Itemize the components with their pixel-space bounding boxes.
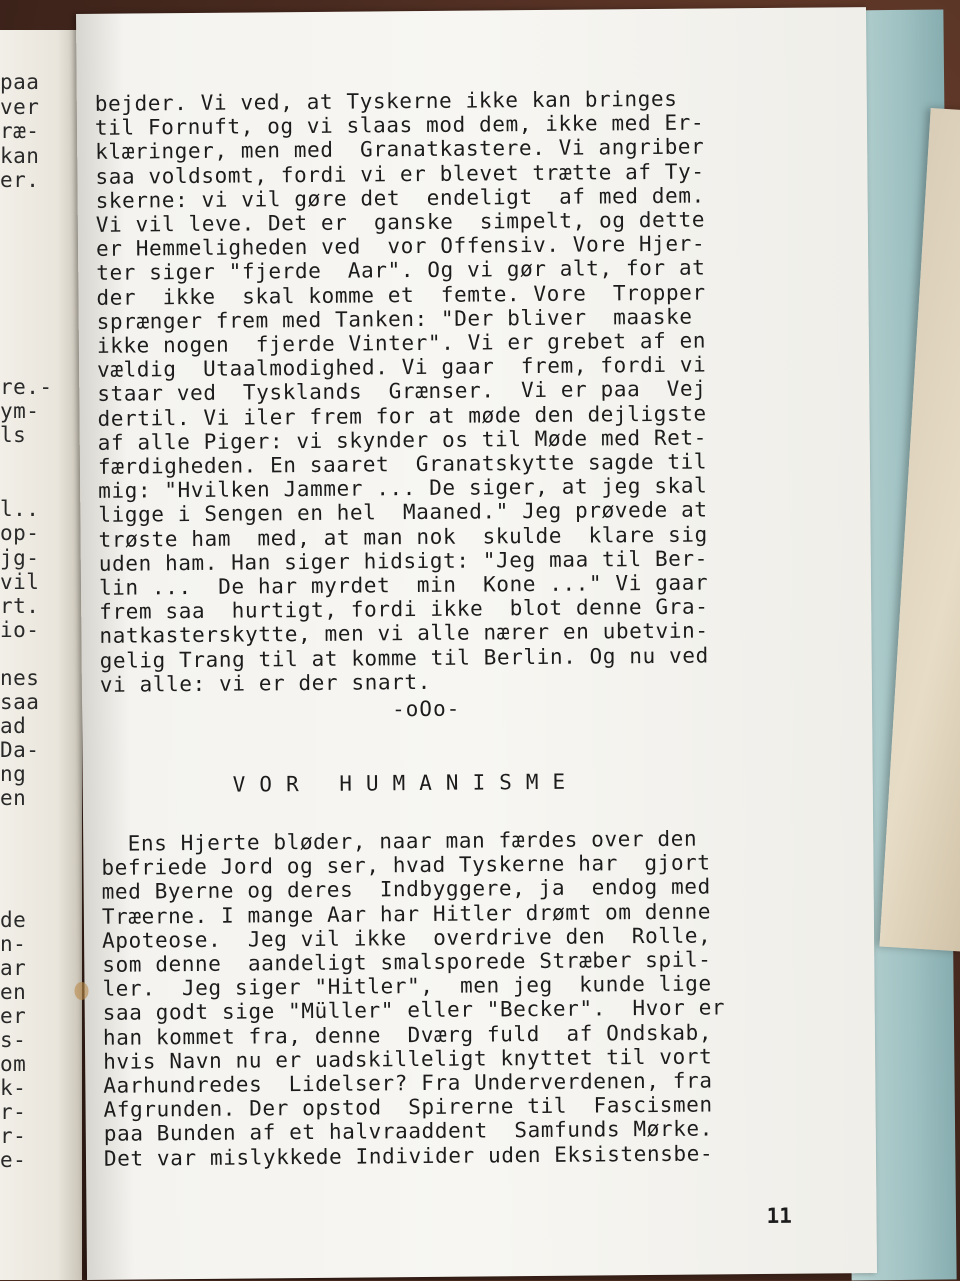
page-number: 11 <box>766 1203 792 1229</box>
text-line: mig: "Hvilken Jammer ... De siger, at jeg skal <box>98 473 708 504</box>
text-line: med Byerne og deres Indbyggere, ja endog med <box>101 874 711 905</box>
left-page-line: ls <box>0 423 27 447</box>
text-line: gelig Trang til at komme til Berlin. Og nu ved <box>99 643 709 673</box>
left-page-line: en <box>0 980 27 1004</box>
left-page-line: op- <box>0 521 40 545</box>
left-page-line: r- <box>0 1100 27 1124</box>
text-line: til Fornuft, og vi slaas mod dem, ikke med Er- <box>94 110 705 141</box>
left-page-line: paa <box>0 70 40 94</box>
left-page-line: ng <box>0 762 27 786</box>
left-page-line: ræ- <box>0 119 40 143</box>
text-line: Afgrunden. Der opstod Spirerne til Fascismen <box>103 1092 713 1123</box>
text-line: klæringer, men med Granatkastere. Vi angriber <box>95 134 705 165</box>
text-line: staar ved Tysklands Grænser. Vi er paa Vej <box>97 376 707 407</box>
text-line: lin ... De har myrdet min Kone ..." Vi gaar <box>98 570 709 600</box>
section-separator: -oOo- <box>391 696 461 722</box>
left-page-line: saa <box>0 690 40 714</box>
text-line: som denne aandeligt smalsporede Stræber spil- <box>102 947 712 977</box>
text-line: frem saa hurtigt, fordi ikke blot denne Gra- <box>99 594 709 625</box>
left-page-line: rt. <box>0 594 40 618</box>
left-page-line: Da- <box>0 738 40 762</box>
text-line: sprænger frem med Tanken: "Der bliver maaske <box>96 304 693 334</box>
left-page-line: k- <box>0 1076 27 1100</box>
left-page-line: r- <box>0 1124 27 1148</box>
text-line: Vi vil leve. Det er ganske simpelt, og dette <box>95 207 706 237</box>
left-page-line: nes <box>0 666 40 690</box>
left-page-line: er <box>0 1004 27 1028</box>
text-line: saa godt sige "Müller" eller "Becker". Hvor er <box>102 995 726 1026</box>
text-line: Ens Hjerte bløder, naar man færdes over den <box>101 826 698 856</box>
text-line: Aarhundredes Lidelser? Fra Underverdenen, fra <box>103 1068 713 1098</box>
text-line: dertil. Vi iler frem for at møde den dejligste <box>97 401 707 431</box>
left-page-line: l.. <box>0 497 40 521</box>
left-page-line: en <box>0 786 27 810</box>
text-line: der ikke skal komme et femte. Vore Tropper <box>96 280 706 310</box>
left-page-line: ar <box>0 956 27 980</box>
section-title: VOR HUMANISME <box>232 769 580 797</box>
text-line: ter siger "fjerde Aar". Og vi gør alt, for at <box>96 255 706 286</box>
left-page-line: ym- <box>0 399 40 423</box>
text-line: af alle Piger: vi skynder os til Møde med Ret- <box>97 425 708 455</box>
left-page-line: de <box>0 908 27 932</box>
left-page-line: om <box>0 1052 27 1076</box>
text-line: vældig Utaalmodighed. Vi gaar frem, fordi vi <box>97 352 707 383</box>
left-page-line: re.- <box>0 375 53 399</box>
text-line: saa voldsomt, fordi vi er blevet trætte af Ty- <box>95 159 705 189</box>
text-line: vi alle: vi er der snart. <box>99 669 432 697</box>
left-page-line: er. <box>0 168 40 192</box>
left-page-line: jg- <box>0 546 40 570</box>
text-line: Træerne. I mange Aar har Hitler drømt om denne <box>101 899 712 929</box>
left-page-fragment <box>0 30 82 1280</box>
left-page-line: kan <box>0 144 40 168</box>
text-line: bejder. Vi ved, at Tyskerne ikke kan bringes <box>94 86 678 116</box>
left-page-line: io- <box>0 618 40 642</box>
left-page-line: e- <box>0 1148 27 1172</box>
text-line: er Hemmeligheden ved vor Offensiv. Vore Hjer- <box>95 231 706 262</box>
text-line: han kommet fra, denne Dværg fuld af Ondskab, <box>102 1020 713 1050</box>
text-line: skerne: vi vil gøre det endeligt af med dem. <box>95 183 705 213</box>
left-page-line: s- <box>0 1028 27 1052</box>
left-page-line: ver <box>0 95 40 119</box>
text-line: trøste ham med, at man nok skulde klare sig <box>98 522 708 552</box>
left-page-line: n- <box>0 932 27 956</box>
left-page-line: vil <box>0 570 40 594</box>
text-line: uden ham. Han siger hidsigt: "Jeg maa til Ber- <box>98 546 709 576</box>
text-line: ligge i Sengen en hel Maaned." Jeg prøvede at <box>98 497 708 528</box>
paragraph-one <box>95 86 800 697</box>
text-line: natkasterskytte, men vi alle nærer en ubetvin- <box>99 618 709 649</box>
text-line: hvis Navn nu er uadskilleligt knyttet til vort <box>103 1044 713 1074</box>
text-line: ikke nogen fjerde Vinter". Vi er grebet af en <box>96 328 707 358</box>
paragraph-two <box>101 826 804 1171</box>
text-line: paa Bunden af et halvraaddent Samfunds Mørke. <box>103 1116 714 1147</box>
text-line: Apoteose. Jeg vil ikke overdrive den Rolle, <box>101 923 712 953</box>
text-line: færdigheden. En saaret Granatskytte sagde til <box>97 449 708 479</box>
main-page <box>76 7 877 1280</box>
text-line: Det var mislykkede Individer uden Eksistensbe- <box>103 1141 714 1171</box>
stain-mark <box>74 982 88 1000</box>
left-page-line: ad <box>0 714 27 738</box>
text-line: ler. Jeg siger "Hitler", men jeg kunde lige <box>102 971 712 1002</box>
text-line: befriede Jord og ser, hvad Tyskerne har gjort <box>101 850 711 881</box>
